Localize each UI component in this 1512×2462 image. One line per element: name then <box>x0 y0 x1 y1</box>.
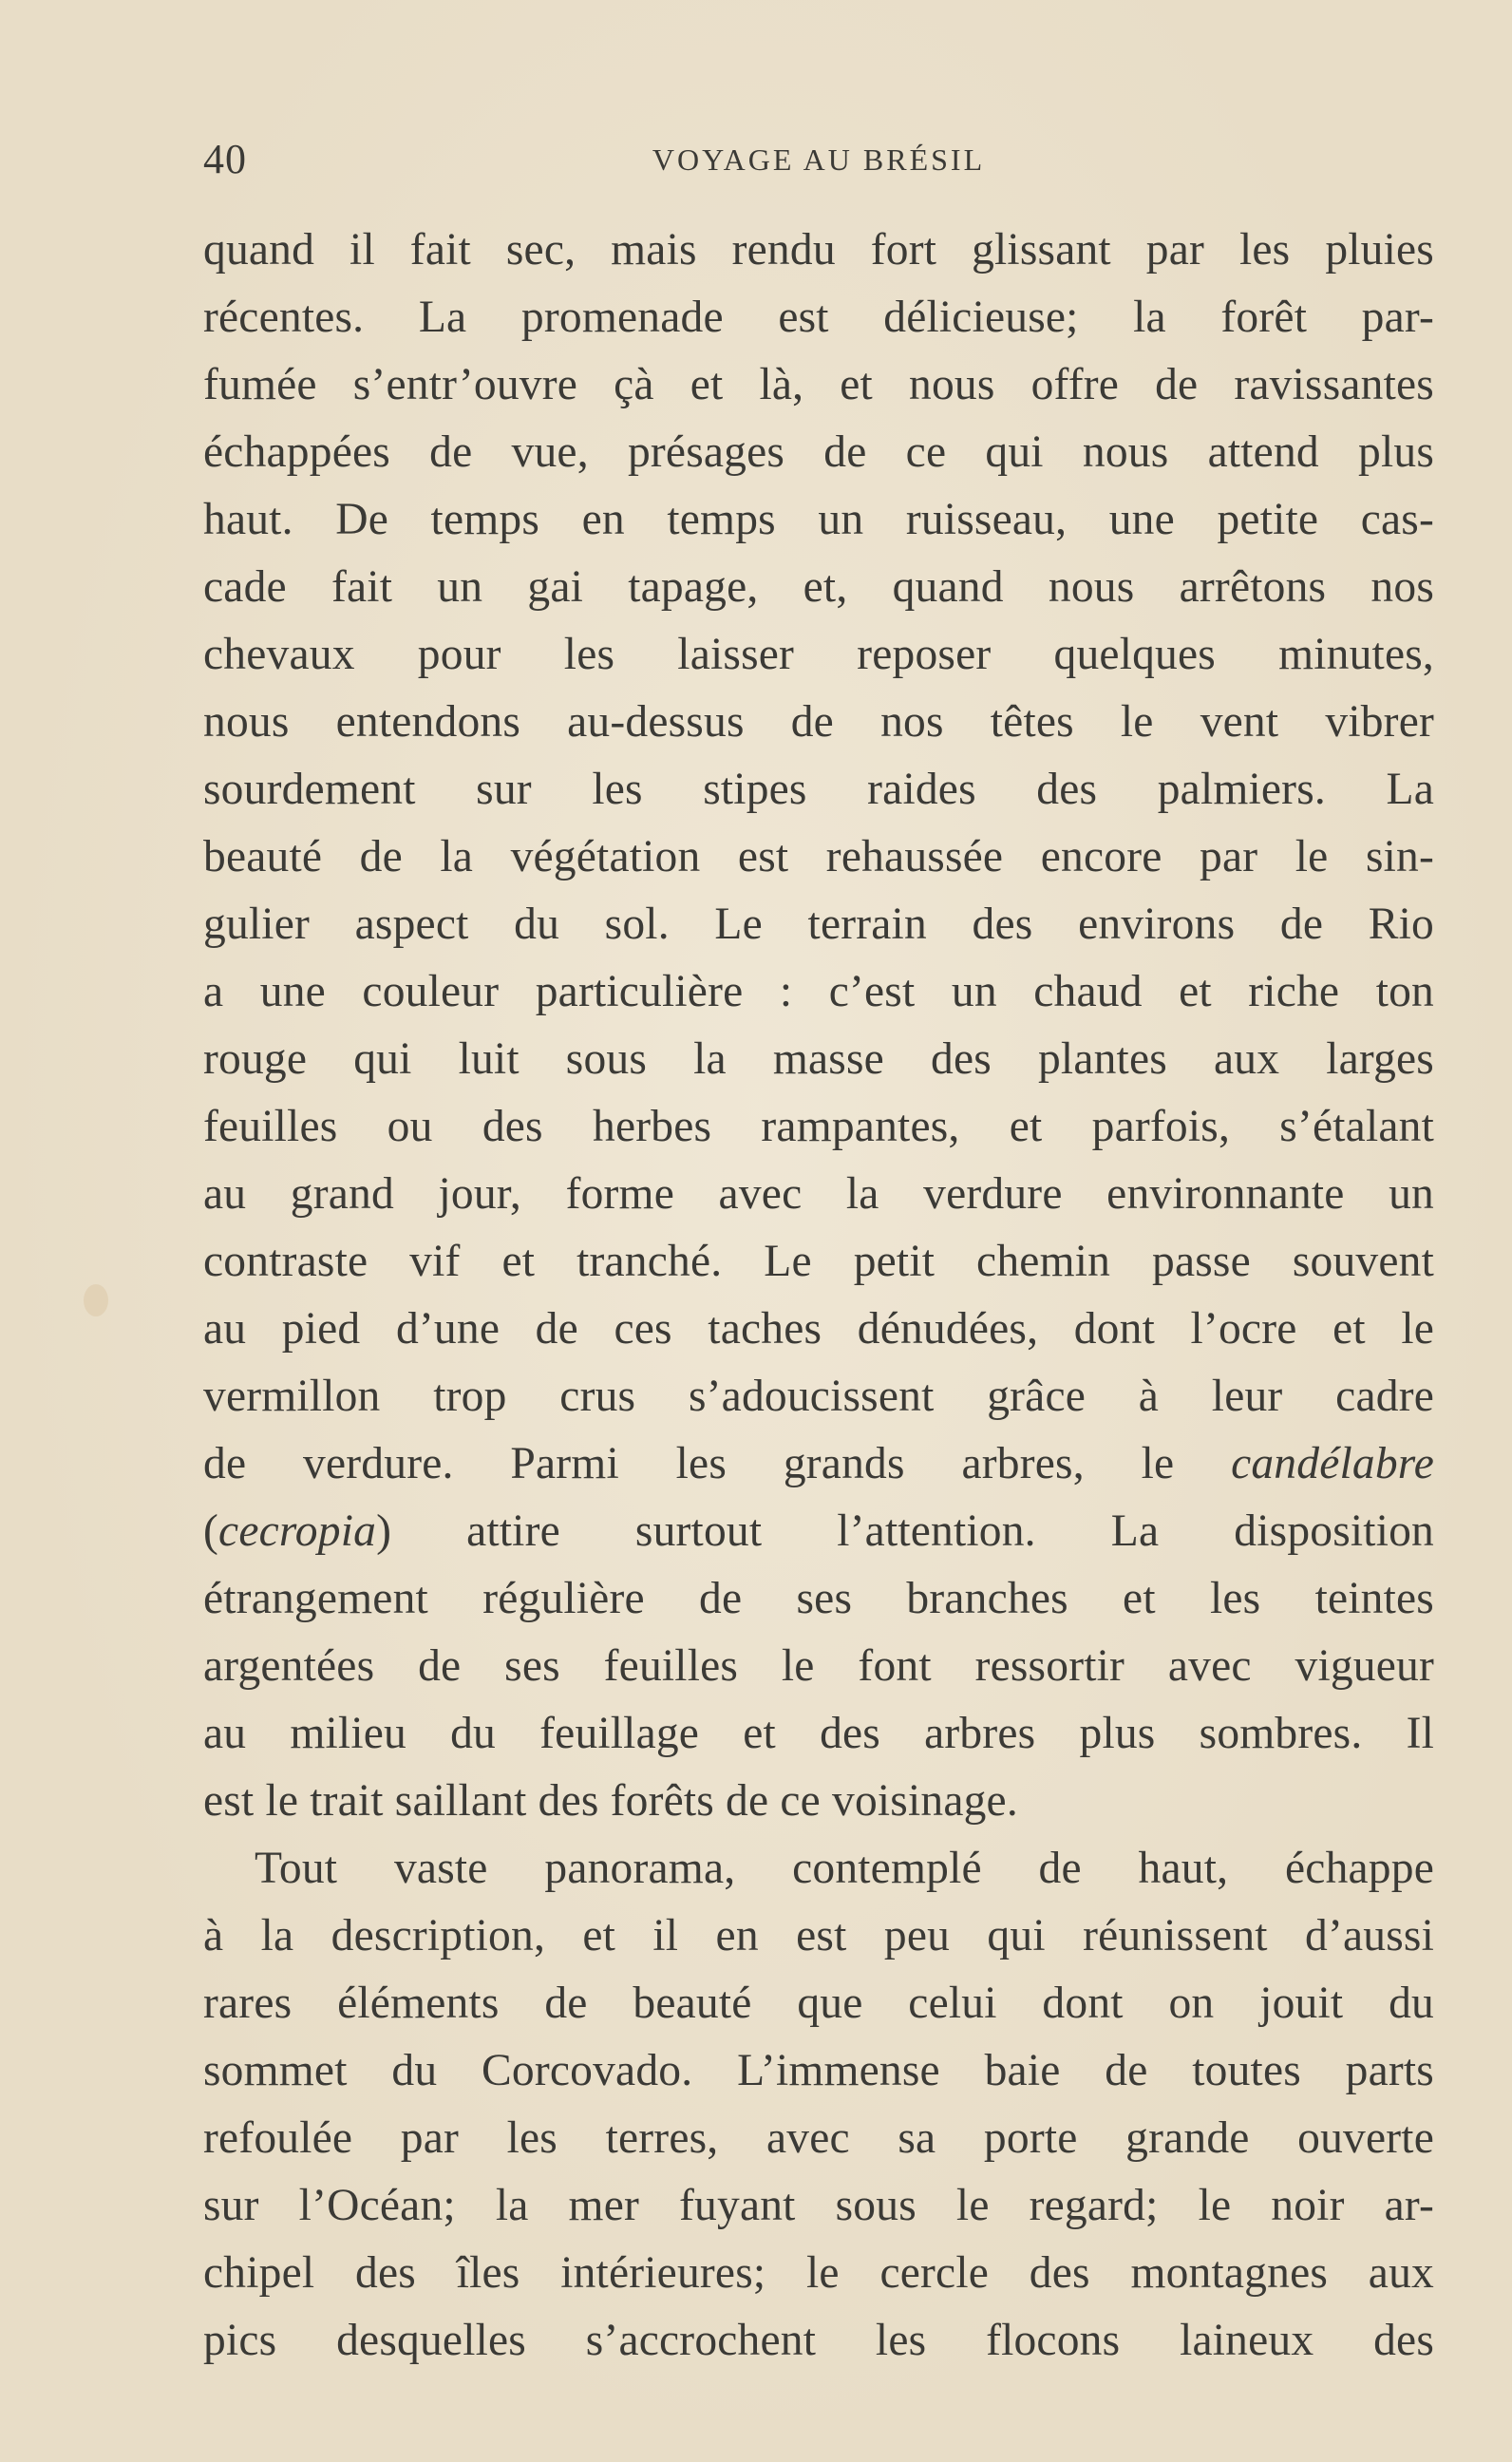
text-line: pics desquelles s’accrochent les flocons laineux des <box>203 2316 1434 2365</box>
text-fragment: ) attire surtout l’attention. La disposition <box>376 1506 1434 1556</box>
text-fragment: de verdure. Parmi les grands arbres, le <box>203 1439 1232 1488</box>
text-line: argentées de ses feuilles le font ressortir avec vigueur <box>203 1641 1434 1691</box>
text-line: feuilles ou des herbes rampantes, et parfois, s’étalant <box>203 1102 1434 1151</box>
body-text <box>203 217 1434 2375</box>
text-line: vermillon trop crus s’adoucissent grâce à leur cadre <box>203 1372 1434 1421</box>
text-line-paragraph-start: Tout vaste panorama, contemplé de haut, échappe <box>255 1844 1434 1893</box>
text-line: chevaux pour les laisser reposer quelques minutes, <box>203 630 1434 679</box>
text-line: sommet du Corcovado. L’immense baie de toutes parts <box>203 2046 1434 2095</box>
text-line: étrangement régulière de ses branches et les teintes <box>203 1574 1434 1623</box>
text-line-with-italic <box>203 1498 1434 1565</box>
text-line: haut. De temps en temps un ruisseau, une petite cas- <box>203 495 1434 544</box>
text-line: gulier aspect du sol. Le terrain des environs de Rio <box>203 900 1434 949</box>
text-line: rares éléments de beauté que celui dont on jouit du <box>203 1979 1434 2028</box>
text-line: sourdement sur les stipes raides des palmiers. La <box>203 765 1434 814</box>
text-line: sur l’Océan; la mer fuyant sous le regard; le noir ar- <box>203 2181 1434 2230</box>
text-line: rouge qui luit sous la masse des plantes aux larges <box>203 1034 1434 1084</box>
text-line: à la description, et il en est peu qui réunissent d’aussi <box>203 1911 1434 1960</box>
text-line-with-italic <box>203 1430 1434 1498</box>
text-line: au milieu du feuillage et des arbres plus sombres. Il <box>203 1709 1434 1758</box>
text-line: nous entendons au-dessus de nos têtes le vent vibrer <box>203 697 1434 747</box>
text-line: récentes. La promenade est délicieuse; la forêt par- <box>203 293 1434 342</box>
text-line: au grand jour, forme avec la verdure environnante un <box>203 1169 1434 1219</box>
page-number: 40 <box>203 136 247 182</box>
text-line: chipel des îles intérieures; le cercle des montagnes aux <box>203 2248 1434 2298</box>
italic-term-candelabre: candélabre <box>1231 1439 1434 1488</box>
text-line: beauté de la végétation est rehaussée encore par le sin- <box>203 832 1434 881</box>
text-line: quand il fait sec, mais rendu fort glissant par les pluies <box>203 225 1434 275</box>
paper-stain <box>84 1284 108 1316</box>
running-title-text: VOYAGE AU BRÉSIL <box>652 142 986 177</box>
text-line: au pied d’une de ces taches dénudées, dont l’ocre et le <box>203 1304 1434 1354</box>
page-header <box>203 131 1434 188</box>
text-line: échappées de vue, présages de ce qui nous attend plus <box>203 427 1434 477</box>
text-line: contraste vif et tranché. Le petit chemin passe souvent <box>203 1237 1434 1286</box>
text-line: cade fait un gai tapage, et, quand nous arrêtons nos <box>203 562 1434 612</box>
text-line: est le trait saillant des forêts de ce voisinage. <box>203 1776 1018 1826</box>
running-title <box>203 131 1434 188</box>
text-line: a une couleur particulière : c’est un chaud et riche ton <box>203 967 1434 1016</box>
text-line: fumée s’entr’ouvre çà et là, et nous offre de ravissantes <box>203 360 1434 409</box>
italic-term-cecropia: cecropia <box>218 1506 377 1556</box>
text-line: refoulée par les terres, avec sa porte grande ouverte <box>203 2113 1434 2163</box>
text-fragment: ( <box>203 1506 219 1556</box>
